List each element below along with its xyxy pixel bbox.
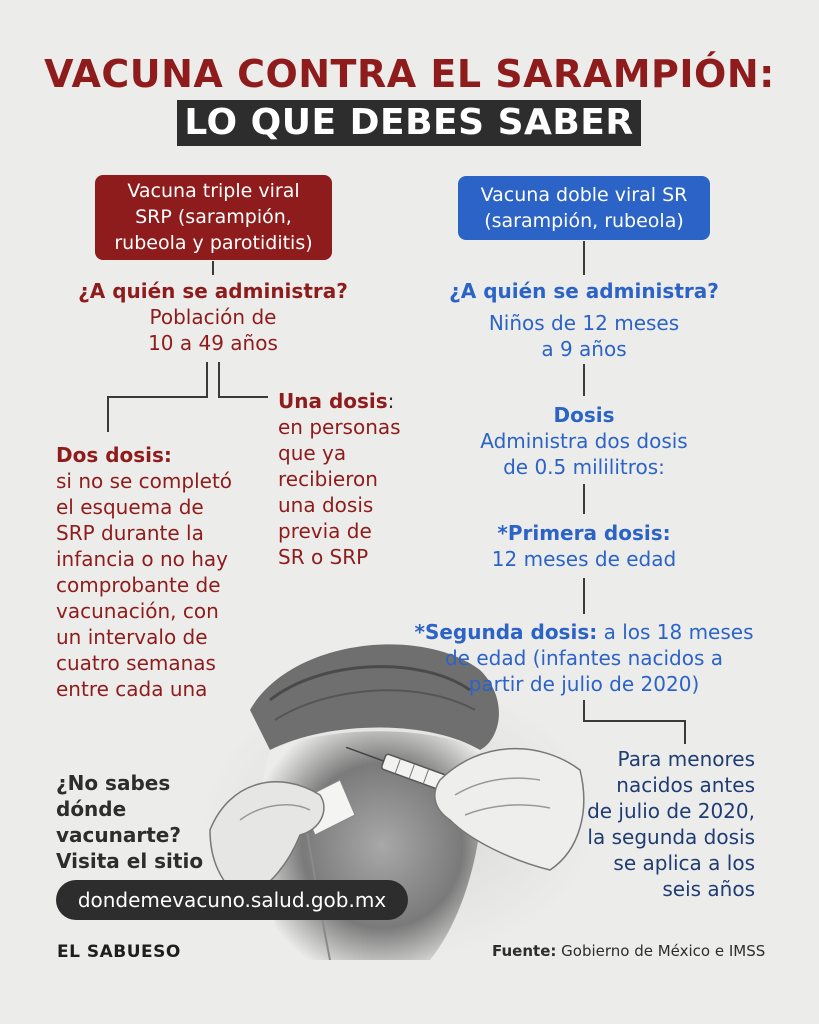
second-dose-heading-row: [405, 619, 763, 645]
one-dose-colon: :: [387, 389, 395, 413]
double-viral-box: [458, 176, 710, 240]
page-title: VACUNA CONTRA EL SARAMPIÓN:: [44, 52, 775, 96]
cta-line: ¿No sabes: [56, 771, 171, 795]
one-dose-line: en personas: [278, 415, 401, 439]
cta-line: dónde: [56, 797, 127, 821]
note-line: se aplica a los: [613, 851, 755, 875]
triple-viral-line: rubeola y parotiditis): [114, 232, 313, 254]
first-dose-block: [425, 520, 743, 572]
connector-line: [218, 362, 220, 398]
two-doses-line: entre cada una: [56, 677, 208, 701]
source-label: Fuente:: [492, 942, 557, 960]
right-answer: [425, 310, 743, 362]
connector-line: [107, 396, 109, 432]
source-credit: [492, 942, 765, 960]
two-doses-line: cuatro semanas: [56, 651, 216, 675]
triple-viral-line: Vacuna triple viral: [127, 180, 300, 202]
two-doses-line: el esquema de: [56, 495, 204, 519]
source-text: Gobierno de México e IMSS: [556, 942, 766, 960]
connector-line: [218, 396, 268, 398]
cta-line: Visita el sitio: [56, 849, 204, 873]
one-dose-line: recibieron: [278, 467, 378, 491]
double-viral-line: (sarampión, rubeola): [484, 210, 684, 232]
second-dose-inline: a los 18 meses: [597, 620, 754, 644]
connector-line: [583, 364, 585, 396]
second-dose-line: de edad (infantes nacidos a: [444, 646, 724, 670]
dosis-heading: Dosis: [553, 403, 615, 427]
dosis-line: de 0.5 mililitros:: [503, 455, 665, 479]
first-dose-text: 12 meses de edad: [491, 547, 677, 571]
note-line: seis años: [662, 877, 755, 901]
one-dose-line: SR o SRP: [278, 545, 369, 569]
right-answer-line: Niños de 12 meses: [488, 311, 680, 335]
left-answer: [58, 304, 368, 356]
two-doses-line: un intervalo de: [56, 625, 208, 649]
connector-line: [212, 261, 214, 275]
dosis-line: Administra dos dosis: [480, 429, 688, 453]
two-doses-line: comprobante de: [56, 573, 221, 597]
cta-line: vacunarte?: [56, 823, 181, 847]
brand-logo: EL SABUESO: [57, 942, 181, 962]
left-answer-line: 10 a 49 años: [148, 331, 278, 355]
cta-text: [56, 770, 216, 874]
triple-viral-box: [95, 175, 332, 260]
second-dose-line: partir de julio de 2020): [468, 672, 700, 696]
left-question: ¿A quién se administra?: [78, 279, 348, 303]
double-viral-line: Vacuna doble viral SR: [480, 184, 688, 206]
two-doses-block: [56, 442, 276, 702]
connector-line: [206, 362, 208, 398]
first-dose-heading: *Primera dosis:: [497, 521, 671, 545]
two-doses-line: SRP durante la: [56, 521, 204, 545]
one-dose-line: una dosis: [278, 493, 374, 517]
connector-line: [583, 700, 585, 722]
one-dose-heading-row: [278, 388, 418, 414]
note-block: [555, 746, 755, 902]
one-dose-line: previa de: [278, 519, 372, 543]
second-dose-heading: *Segunda dosis:: [414, 620, 598, 644]
dosis-block: [425, 402, 743, 480]
left-answer-line: Población de: [149, 305, 277, 329]
connector-line: [583, 578, 585, 614]
vaccine-site-link[interactable]: dondemevacuno.salud.gob.mx: [56, 880, 408, 920]
note-line: la segunda dosis: [587, 825, 755, 849]
two-doses-heading: Dos dosis:: [56, 443, 172, 467]
connector-line: [583, 720, 686, 722]
two-doses-line: vacunación, con: [56, 599, 219, 623]
note-line: de julio de 2020,: [587, 799, 755, 823]
two-doses-line: si no se completó: [56, 469, 233, 493]
connector-line: [583, 484, 585, 514]
one-dose-block: [278, 388, 418, 570]
one-dose-line: que ya: [278, 441, 347, 465]
second-dose-block: [405, 619, 763, 697]
note-line: Para menores: [617, 747, 755, 771]
two-doses-line: infancia o no hay: [56, 547, 229, 571]
connector-line: [684, 720, 686, 744]
triple-viral-line: SRP (sarampión,: [135, 206, 292, 228]
connector-line: [583, 241, 585, 275]
page-subtitle: LO QUE DEBES SABER: [177, 100, 641, 146]
right-answer-line: a 9 años: [541, 337, 627, 361]
note-line: nacidos antes: [616, 773, 755, 797]
right-question: ¿A quién se administra?: [449, 279, 719, 303]
connector-line: [108, 396, 208, 398]
one-dose-heading: Una dosis: [278, 389, 388, 413]
